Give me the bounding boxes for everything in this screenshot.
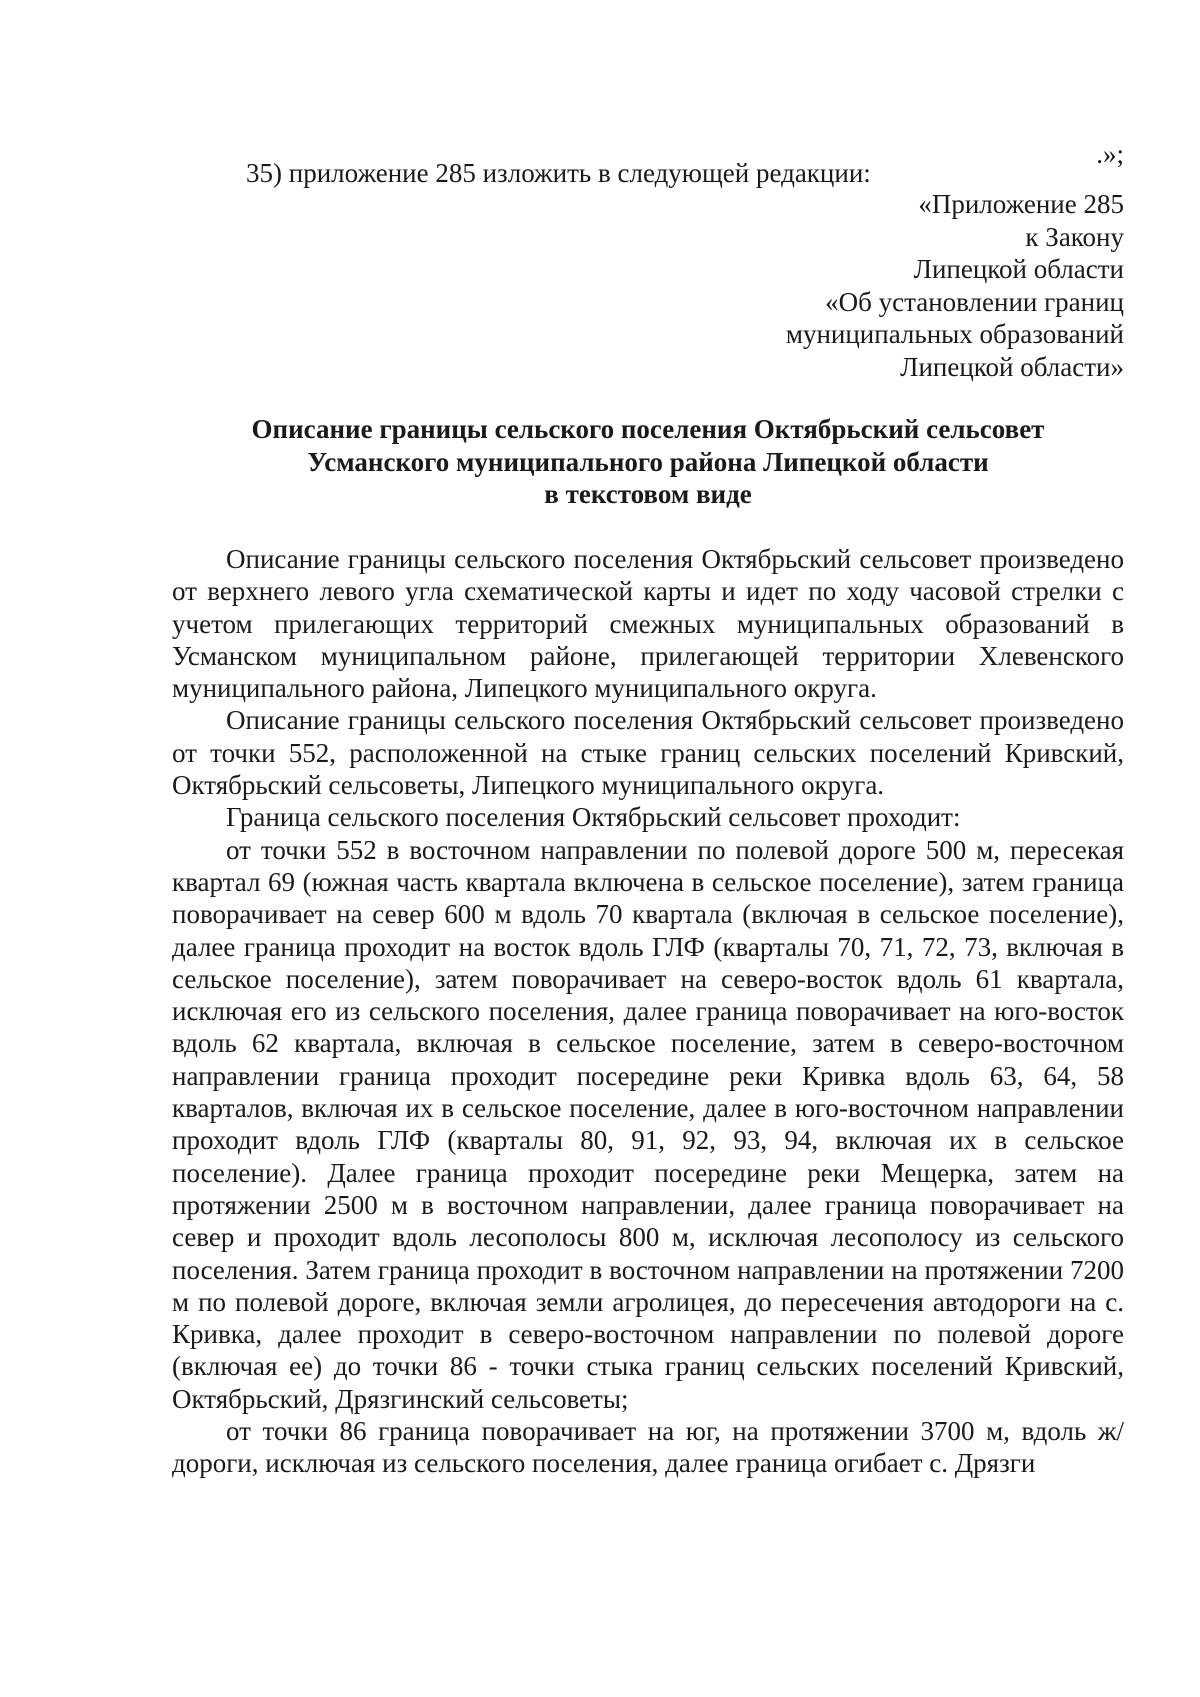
appendix-header-line: «Об установлении границ <box>825 286 1124 317</box>
appendix-header-line: Липецкой области» <box>900 351 1124 382</box>
appendix-header-line: «Приложение 285 <box>918 189 1124 219</box>
body-paragraph: от точки 86 граница поворачивает на юг, на протяжении 3700 м, вдоль ж/дороги, исключая из сельского поселения, далее граница огибает с. Дрязги <box>172 1416 1124 1479</box>
body-paragraph: Описание границы сельского поселения Октябрьский сельсовет произведено от верхнего левого угла схематической карты и идет по ходу часовой стрелки с учетом прилегающих территорий смежных муниципальных образований в Усманском муниципальном районе, прилегающей территории Хлевенского муниципального района, Липецкого муниципального округа. <box>172 544 1124 704</box>
closing-quote: .»; <box>1096 139 1124 169</box>
body-paragraph: от точки 552 в восточном направлении по полевой дороге 500 м, пересекая квартал 69 (южная часть квартала включена в сельское поселение), затем граница поворачивает на север 600 м вдоль 70 квартала (включая в сельское поселение), далее граница проходит на восток вдоль ГЛФ (кварталы 70, 71, 72, 73, включая в сельское поселение), затем поворачивает на северо-восток вдоль 61 квартала, исключая его из сельского поселения, далее граница поворачивает на юго-восток вдоль 62 квартала, включая в сельское поселение, затем в северо-восточном направлении граница проходит посередине реки Кривка вдоль 63, 64, 58 кварталов, включая их в сельское поселение, далее в юго-восточном направлении проходит вдоль ГЛФ (кварталы 80, 91, 92, 93, 94, включая их в сельское поселение). Далее граница проходит посередине реки Мещерка, затем на протяжении 2500 м в восточном направлении, далее граница поворачивает на север и проходит вдоль лесополосы 800 м, исключая лесополосу из сельского поселения. Затем граница проходит в восточном направлении на протяжении 7200 м по полевой дороге, включая земли агролицея, до пересечения автодороги на с. Кривка, далее проходит в северо-восточном направлении по полевой дороге (включая ее) до точки 86 - точки стыка границ сельских поселений Кривский, Октябрьский, Дрязгинский сельсоветы; <box>172 834 1124 1414</box>
amendment-intro: 35) приложение 285 изложить в следующей редакции: <box>246 158 871 188</box>
appendix-header-line: Липецкой области <box>913 254 1124 284</box>
title-line: в текстовом виде <box>544 479 752 509</box>
body-paragraph: Граница сельского поселения Октябрьский сельсовет проходит: <box>226 802 961 833</box>
document-body <box>172 543 1124 1480</box>
body-paragraph: Описание границы сельского поселения Октябрьский сельсовет произведено от точки 552, расположенной на стыке границ сельских поселений Кривский, Октябрьский сельсоветы, Липецкого муниципального округа. <box>172 705 1124 801</box>
appendix-header <box>786 188 1124 383</box>
title-line: Описание границы сельского поселения Октябрьский сельсовет <box>251 414 1045 444</box>
appendix-header-line: к Закону <box>1025 221 1124 252</box>
appendix-header-line: муниципальных образований <box>785 319 1124 349</box>
title-line: Усманского муниципального района Липецкой области <box>307 446 989 477</box>
document-title <box>172 413 1124 511</box>
